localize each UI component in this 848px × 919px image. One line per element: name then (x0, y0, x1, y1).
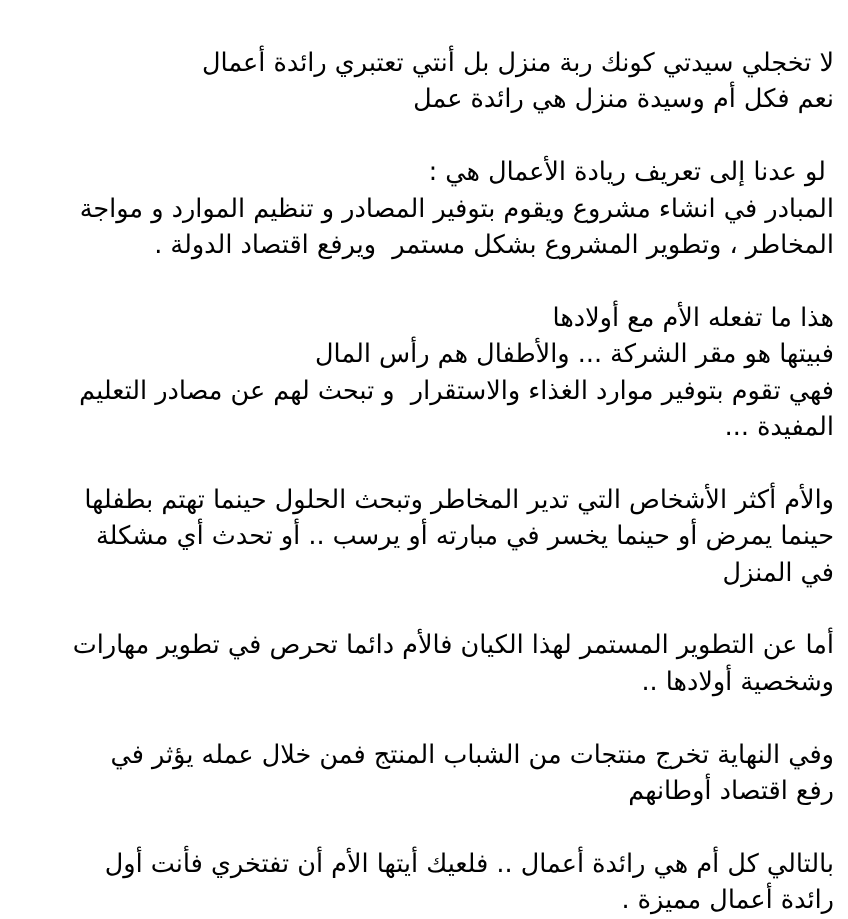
paragraph-development (0, 627, 834, 700)
text-line: لو عدنا إلى تعريف ريادة الأعمال هي : (428, 157, 834, 188)
text-line: أما عن التطوير المستمر لهذا الكيان فالأم دائما تحرص في تطوير مهارات (72, 630, 834, 661)
paragraph-outcome (0, 737, 834, 810)
article-body (0, 45, 834, 919)
text-line: وشخصية أولادها .. (641, 666, 834, 697)
text-line: حينما يمرض أو حينما يخسر في مبارته أو يرسب .. أو تحدث أي مشكلة (95, 521, 834, 552)
text-line: والأم أكثر الأشخاص التي تدير المخاطر وتبحث الحلول حينما تهتم بطفلها (84, 484, 834, 515)
text-line: بالتالي كل أم هي رائدة أعمال .. فلعيك أيتها الأم أن تفتخري فأنت أول (104, 848, 834, 879)
text-line: نعم فكل أم وسيدة منزل هي رائدة عمل (413, 84, 834, 115)
text-line: رائدة أعمال مميزة . (621, 885, 834, 916)
paragraph-intro (0, 45, 834, 118)
paragraph-mother-role (0, 300, 834, 446)
text-line: المفيدة ... (724, 412, 834, 443)
text-line: في المنزل (722, 557, 834, 588)
paragraph-risk-management (0, 482, 834, 591)
text-line: هذا ما تفعله الأم مع أولادها (552, 302, 834, 333)
text-line: وفي النهاية تخرج منتجات من الشباب المنتج فمن خلال عمله يؤثر في (110, 739, 834, 770)
text-line: فبيتها هو مقر الشركة ... والأطفال هم رأس المال (315, 339, 834, 370)
text-line: فهي تقوم بتوفير موارد الغذاء والاستقرار و تبحث لهم عن مصادر التعليم (79, 375, 834, 406)
text-line: المخاطر ، وتطوير المشروع بشكل مستمر ويرفع اقتصاد الدولة . (154, 230, 834, 261)
text-line: رفع اقتصاد أوطانهم (628, 776, 834, 807)
paragraph-definition (0, 154, 834, 263)
text-line: المبادر في انشاء مشروع ويقوم بتوفير المصادر و تنظيم الموارد و مواجة (79, 193, 834, 224)
text-line: لا تخجلي سيدتي كونك ربة منزل بل أنتي تعتبري رائدة أعمال (202, 48, 834, 78)
paragraph-conclusion (0, 846, 834, 919)
